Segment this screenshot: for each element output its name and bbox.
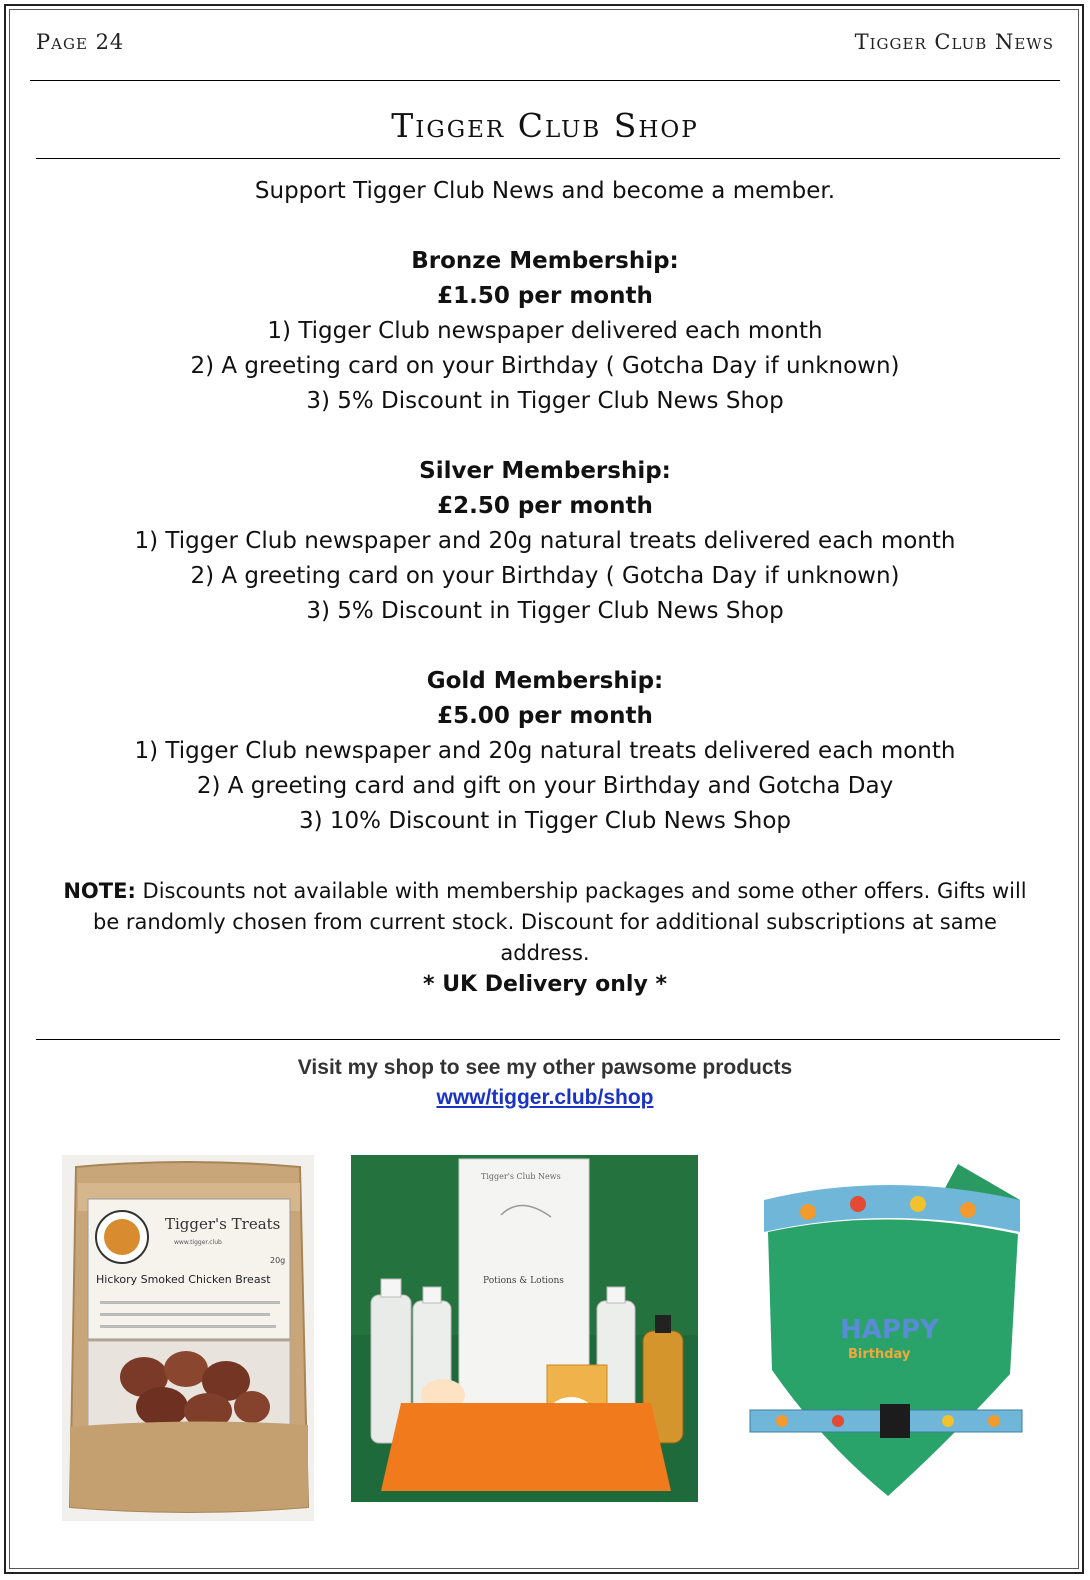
potions-card-title: Tigger's Club News (481, 1172, 561, 1181)
silver-benefit-2: 2) A greeting card on your Birthday ( Gotcha Day if unknown) (190, 563, 900, 589)
bandana-happy-text: HAPPY (840, 1315, 939, 1345)
title-divider (36, 158, 1060, 159)
gold-membership-price: £5.00 per month (437, 703, 653, 729)
shop-link-wrap (0, 1086, 1090, 1110)
bronze-benefit-3: 3) 5% Discount in Tigger Club News Shop (306, 388, 784, 414)
publication-name: Tigger Club News (854, 30, 1054, 54)
shop-link[interactable]: www/tigger.club/shop (436, 1086, 654, 1109)
treats-url-label: www.tigger.club (174, 1239, 222, 1246)
silver-membership-title: Silver Membership: (419, 458, 671, 484)
silver-membership-price: £2.50 per month (437, 493, 653, 519)
membership-section (0, 174, 1090, 839)
treats-pouch-photo (62, 1155, 314, 1521)
intro-text: Support Tigger Club News and become a member. (254, 178, 836, 204)
gold-benefit-2: 2) A greeting card and gift on your Birthday and Gotcha Day (196, 773, 894, 799)
page-title: Tigger Club Shop (391, 106, 699, 145)
note-label: NOTE: (63, 879, 136, 903)
treats-brand-label: Tigger's Treats (165, 1215, 281, 1233)
bronze-benefit-2: 2) A greeting card on your Birthday ( Gotcha Day if unknown) (190, 353, 900, 379)
treats-weight-label: 20g (270, 1256, 286, 1265)
page-number: Page 24 (36, 30, 125, 54)
bronze-membership-price: £1.50 per month (437, 283, 653, 309)
shop-divider (36, 1039, 1060, 1040)
treats-product-name: Hickory Smoked Chicken Breast (96, 1273, 271, 1286)
gold-benefit-3: 3) 10% Discount in Tigger Club News Shop (298, 808, 791, 834)
bronze-benefit-1: 1) Tigger Club newspaper delivered each month (267, 318, 823, 344)
potions-lotions-photo (351, 1155, 698, 1502)
note-paragraph (50, 876, 1040, 969)
bandana-birthday-text: Birthday (848, 1347, 911, 1362)
header-divider (30, 80, 1060, 81)
gold-membership-title: Gold Membership: (426, 668, 664, 694)
bronze-membership-title: Bronze Membership: (411, 248, 679, 274)
visit-shop-text: Visit my shop to see my other pawsome products (297, 1056, 793, 1079)
potions-sign-label: Potions & Lotions (483, 1276, 564, 1286)
gold-benefit-1: 1) Tigger Club newspaper and 20g natural treats delivered each month (134, 738, 956, 764)
delivery-notice: * UK Delivery only * (423, 972, 667, 997)
birthday-bandana-photo (748, 1160, 1024, 1505)
note-text: Discounts not available with membership packages and some other offers. Gifts will be randomly chosen from current stock. Discount for additional subscriptions at same address. (93, 879, 1027, 965)
silver-benefit-1: 1) Tigger Club newspaper and 20g natural treats delivered each month (134, 528, 956, 554)
silver-benefit-3: 3) 5% Discount in Tigger Club News Shop (306, 598, 784, 624)
